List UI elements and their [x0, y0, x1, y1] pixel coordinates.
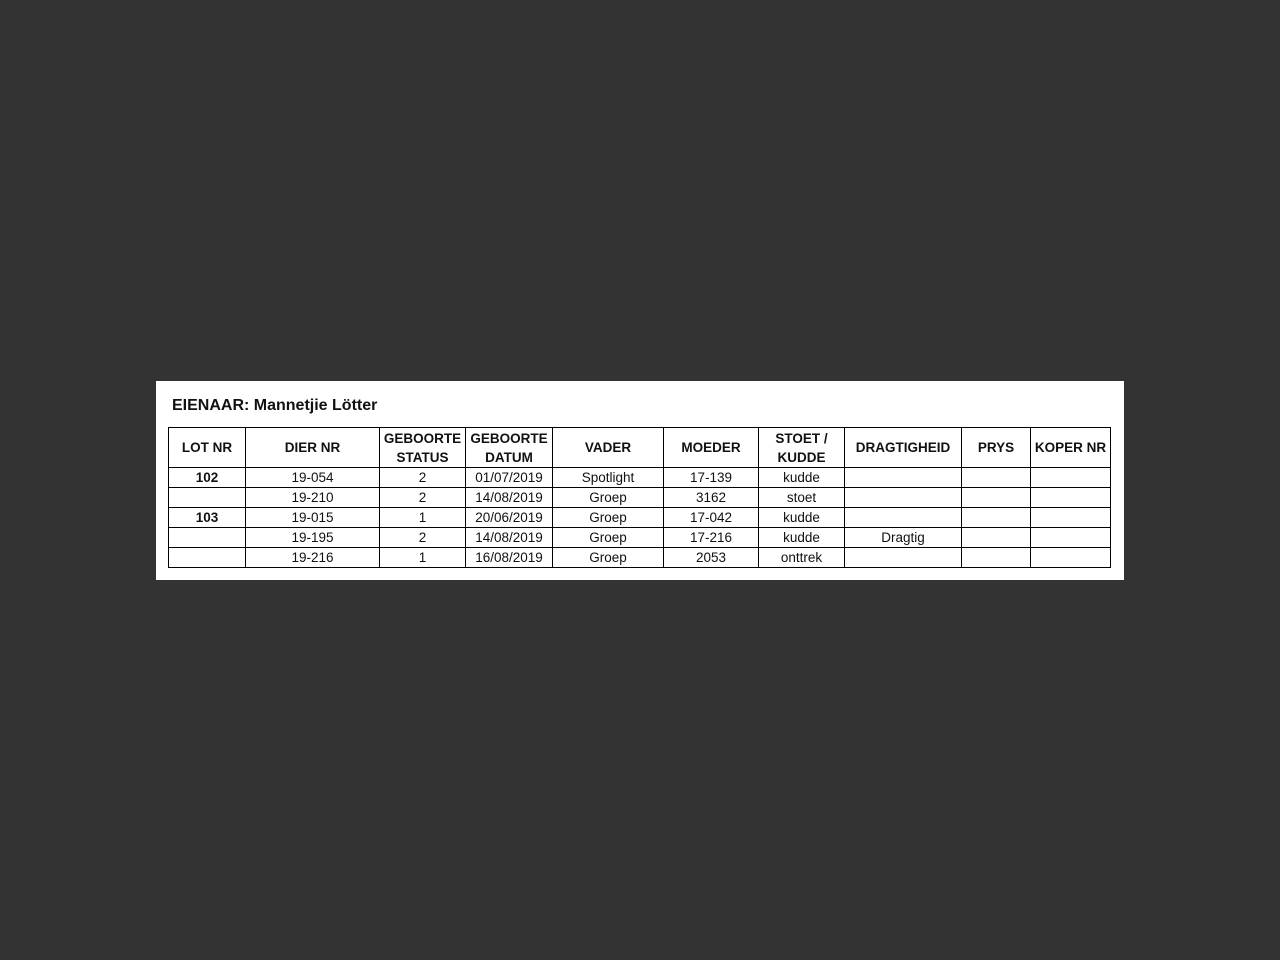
table-cell: 14/08/2019 [466, 528, 553, 548]
table-cell: Groep [553, 528, 664, 548]
table-cell: Spotlight [553, 468, 664, 488]
column-header-line: KUDDE [777, 449, 826, 465]
table-row [169, 488, 1111, 508]
table-cell [169, 548, 246, 568]
column-header-line: STOET / [775, 430, 828, 446]
table-cell: onttrek [759, 548, 845, 568]
table-cell: kudde [759, 468, 845, 488]
table-cell [962, 548, 1031, 568]
table-cell: 103 [169, 508, 246, 528]
column-header-line: MOEDER [681, 440, 741, 455]
table-cell: kudde [759, 508, 845, 528]
column-header-line: LOT NR [181, 440, 233, 455]
table-cell: kudde [759, 528, 845, 548]
table-cell [962, 528, 1031, 548]
column-header-line: GEBOORTE [383, 430, 462, 446]
table-cell: 17-216 [664, 528, 759, 548]
table-cell: stoet [759, 488, 845, 508]
table-cell: 2 [380, 468, 466, 488]
column-header [1031, 428, 1111, 468]
table-row [169, 528, 1111, 548]
table-cell: 17-042 [664, 508, 759, 528]
column-header-line: STATUS [396, 449, 449, 465]
table-cell: 14/08/2019 [466, 488, 553, 508]
table-cell: 19-195 [246, 528, 380, 548]
table-cell [169, 528, 246, 548]
column-header [845, 428, 962, 468]
table-cell: 1 [380, 548, 466, 568]
table-cell: 2 [380, 528, 466, 548]
column-header-line: GEBOORTE [470, 430, 548, 446]
table-cell: 16/08/2019 [466, 548, 553, 568]
header-row [169, 428, 1111, 468]
column-header-line: VADER [584, 440, 632, 455]
table-cell: 19-210 [246, 488, 380, 508]
livestock-table [168, 427, 1111, 568]
table-cell: 102 [169, 468, 246, 488]
table-row [169, 468, 1111, 488]
table-cell: Groep [553, 508, 664, 528]
owner-heading: EIENAAR: Mannetjie Lötter [172, 397, 378, 414]
table-row [169, 548, 1111, 568]
table-cell: 17-139 [664, 468, 759, 488]
table-cell: 19-216 [246, 548, 380, 568]
table-cell [1031, 508, 1111, 528]
table-cell [845, 468, 962, 488]
column-header [553, 428, 664, 468]
table-cell [1031, 548, 1111, 568]
table-cell [845, 548, 962, 568]
column-header-line: DIER NR [284, 440, 341, 455]
table-cell: 1 [380, 508, 466, 528]
column-header [962, 428, 1031, 468]
table-cell: Dragtig [845, 528, 962, 548]
table-cell [962, 468, 1031, 488]
document-page [156, 381, 1124, 580]
column-header-line: KOPER NR [1034, 440, 1107, 455]
table-cell: 20/06/2019 [466, 508, 553, 528]
table-cell: 19-015 [246, 508, 380, 528]
table-cell: 2053 [664, 548, 759, 568]
table-cell: Groep [553, 548, 664, 568]
table-cell: 3162 [664, 488, 759, 508]
table-cell [1031, 488, 1111, 508]
column-header [664, 428, 759, 468]
table-cell: Groep [553, 488, 664, 508]
table-cell [169, 488, 246, 508]
table-row [169, 508, 1111, 528]
column-header-line: PRYS [977, 440, 1015, 455]
column-header [169, 428, 246, 468]
table-cell [845, 508, 962, 528]
column-header [380, 428, 466, 468]
table-cell [962, 488, 1031, 508]
column-header-line: DRAGTIGHEID [855, 440, 951, 455]
column-header [466, 428, 553, 468]
column-header-line: DATUM [485, 449, 533, 465]
column-header [246, 428, 380, 468]
table-cell [1031, 528, 1111, 548]
table-cell: 2 [380, 488, 466, 508]
table-cell: 19-054 [246, 468, 380, 488]
column-header [759, 428, 845, 468]
table-cell [845, 488, 962, 508]
table-cell: 01/07/2019 [466, 468, 553, 488]
table-cell [962, 508, 1031, 528]
table-cell [1031, 468, 1111, 488]
